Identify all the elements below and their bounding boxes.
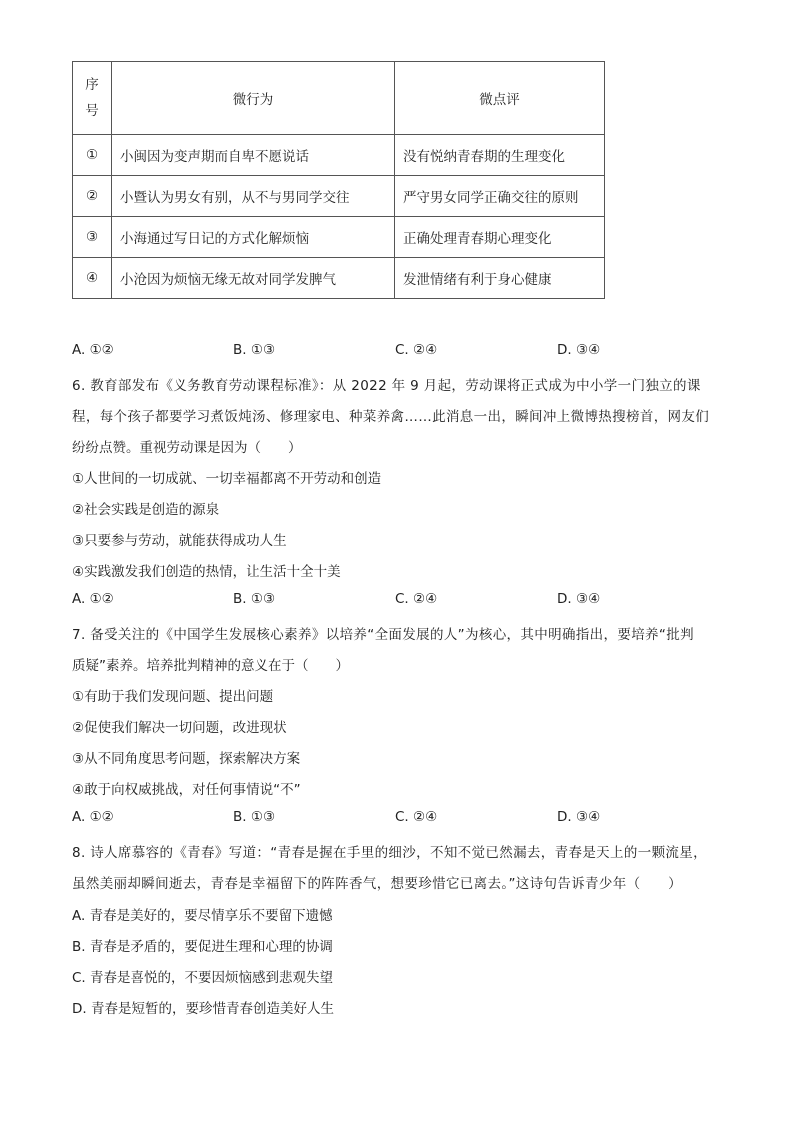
q7-option-b[interactable]: B. ①③ — [233, 809, 276, 825]
q8-option-c[interactable]: C. 青春是喜悦的，不要因烦恼感到悲观失望 — [72, 970, 334, 986]
q6-option-b[interactable]: B. ①③ — [233, 591, 276, 607]
q7-item: ③从不同角度思考问题，探索解决方案 — [72, 751, 301, 767]
q7-option-c[interactable]: C. ②④ — [395, 809, 438, 825]
q7-option-d[interactable]: D. ③④ — [557, 809, 601, 825]
q6-stem-line: 纷纷点赞。重视劳动课是因为（ ） — [72, 440, 302, 456]
row-comment: 正确处理青春期心理变化 — [395, 217, 605, 258]
q8-stem-line: 8. 诗人席慕容的《青春》写道：“青春是握在手里的细沙，不知不觉已然漏去，青春是天上的一颗流星， — [72, 845, 707, 861]
q7-item: ②促使我们解决一切问题，改进现状 — [72, 720, 287, 736]
q7-stem-line: 质疑”素养。培养批判精神的意义在于（ ） — [72, 658, 349, 674]
q6-option-a[interactable]: A. ①② — [72, 591, 114, 607]
q7-option-a[interactable]: A. ①② — [72, 809, 114, 825]
q6-option-c[interactable]: C. ②④ — [395, 591, 438, 607]
q6-item: ②社会实践是创造的源泉 — [72, 502, 220, 518]
row-comment: 发泄情绪有利于身心健康 — [395, 258, 605, 299]
q6-stem-line: 程，每个孩子都要学习煮饭炖汤、修理家电、种菜养禽……此消息一出，瞬间冲上微博热搜榜首，网友们 — [72, 409, 710, 425]
table-row — [73, 135, 605, 176]
q6-item: ④实践激发我们创造的热情，让生活十全十美 — [72, 564, 341, 580]
q8-option-d[interactable]: D. 青春是短暂的，要珍惜青春创造美好人生 — [72, 1001, 334, 1017]
row-behavior: 小闽因为变声期而自卑不愿说话 — [112, 135, 395, 176]
header-number-char-2: 号 — [85, 103, 99, 119]
header-comment: 微点评 — [395, 62, 605, 135]
table-row — [73, 217, 605, 258]
table-row — [73, 258, 605, 299]
q8-stem-line: 虽然美丽却瞬间逝去，青春是幸福留下的阵阵香气，想要珍惜它已离去。”这诗句告诉青少年（ ） — [72, 876, 682, 892]
header-behavior: 微行为 — [112, 62, 395, 135]
q7-item: ④敢于向权威挑战，对任何事情说“不” — [72, 782, 301, 798]
q8-option-a[interactable]: A. 青春是美好的，要尽情享乐不要留下遗憾 — [72, 908, 333, 924]
row-number: ③ — [73, 217, 112, 258]
row-comment: 严守男女同学正确交往的原则 — [395, 176, 605, 217]
table-row — [73, 176, 605, 217]
q5-option-c[interactable]: C. ②④ — [395, 342, 438, 358]
q6-option-d[interactable]: D. ③④ — [557, 591, 601, 607]
q8-option-b[interactable]: B. 青春是矛盾的，要促进生理和心理的协调 — [72, 939, 333, 955]
q5-option-b[interactable]: B. ①③ — [233, 342, 276, 358]
row-behavior: 小海通过写日记的方式化解烦恼 — [112, 217, 395, 258]
q7-stem-line: 7. 备受关注的《中国学生发展核心素养》以培养“全面发展的人”为核心，其中明确指出，要培养“批判 — [72, 627, 694, 643]
q6-item: ③只要参与劳动，就能获得成功人生 — [72, 533, 287, 549]
row-number: ① — [73, 135, 112, 176]
header-number — [73, 62, 112, 135]
row-number: ④ — [73, 258, 112, 299]
q6-item: ①人世间的一切成就、一切幸福都离不开劳动和创造 — [72, 471, 382, 487]
q5-option-d[interactable]: D. ③④ — [557, 342, 601, 358]
row-behavior: 小暨认为男女有别，从不与男同学交往 — [112, 176, 395, 217]
row-behavior: 小沧因为烦恼无缘无故对同学发脾气 — [112, 258, 395, 299]
q6-stem-line: 6. 教育部发布《义务教育劳动课程标准》：从 2022 年 9 月起，劳动课将正式成为中小学一门独立的课 — [72, 378, 701, 394]
q5-option-a[interactable]: A. ①② — [72, 342, 114, 358]
row-comment: 没有悦纳青春期的生理变化 — [395, 135, 605, 176]
q7-item: ①有助于我们发现问题、提出问题 — [72, 689, 274, 705]
behavior-comment-table — [72, 61, 605, 299]
table-header-row — [73, 62, 605, 135]
row-number: ② — [73, 176, 112, 217]
header-number-char-1: 序 — [85, 77, 99, 93]
